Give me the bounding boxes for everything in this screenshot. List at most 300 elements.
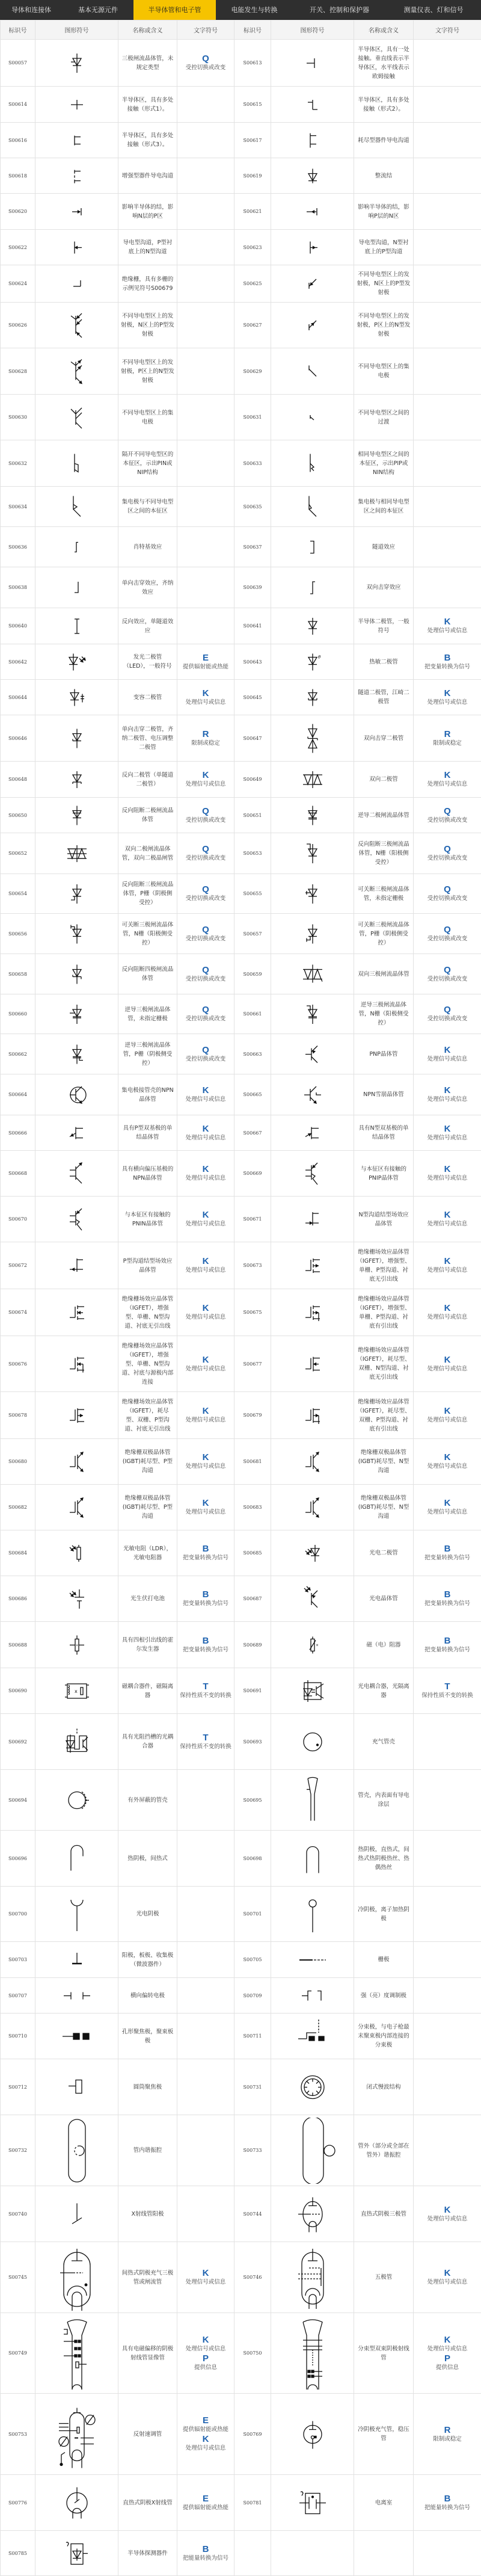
symbol-id: S00660	[1, 994, 35, 1034]
symbol-graphic	[271, 1336, 354, 1392]
symbol-graphic	[35, 265, 118, 303]
symbol-graphic	[35, 1289, 118, 1336]
code-description: 受控切换或改变	[180, 1015, 231, 1023]
symbol-id: S00652	[1, 833, 35, 874]
symbol-graphic	[35, 1392, 118, 1439]
letter-code-cell	[177, 1289, 234, 1336]
code-letter: E	[180, 2494, 231, 2504]
table-row	[1, 954, 481, 994]
depletion-channel-icon	[274, 125, 352, 156]
code-letter: K	[180, 688, 231, 698]
table-row	[1, 1115, 481, 1151]
tab-0[interactable]: 导体和连接体	[0, 0, 63, 20]
symbol-name: 整流结	[354, 158, 414, 194]
code-description: 处理信号或信息	[180, 1220, 231, 1228]
symbol-name: 光敏电阻（LDR），光敏电阻器	[118, 1530, 177, 1576]
code-description: 受控切换或改变	[416, 895, 479, 903]
table-row	[1, 194, 481, 230]
symbol-name: 光生伏打电池	[118, 1576, 177, 1622]
code-description: 处理信号或信息	[180, 1313, 231, 1322]
rb-diode-thyristor-icon	[38, 800, 116, 831]
code-letter: K	[416, 1355, 479, 1365]
phototransistor-icon	[274, 1579, 352, 1619]
code-letter: K	[180, 1498, 231, 1508]
symbol-graphic	[271, 40, 354, 87]
symbol-name: 反向阻断三极闸流晶体管，N栅（阳极侧受控）	[354, 833, 414, 874]
symbol-id: S00753	[1, 2394, 35, 2475]
table-row	[1, 680, 481, 715]
symbol-id: S00667	[234, 1115, 271, 1151]
symbol-id: S00685	[234, 1530, 271, 1576]
table-row	[1, 230, 481, 265]
letter-code-cell	[177, 1714, 234, 1770]
code-letter: T	[180, 1733, 231, 1743]
code-description: 处理信号或信息	[180, 2444, 231, 2453]
svg-text:θ: θ	[318, 655, 321, 659]
symbol-name: 集电极与相同导电型区之间的本征区	[354, 487, 414, 527]
symbol-graphic	[271, 567, 354, 608]
header-name: 名称或含义	[354, 20, 414, 40]
symbol-graphic	[35, 303, 118, 348]
symbol-id: S00703	[1, 1942, 35, 1978]
symbol-graphic	[35, 798, 118, 833]
symbol-id: S00642	[1, 644, 35, 680]
table-header	[1, 20, 481, 40]
table-row	[1, 527, 481, 567]
code-description: 保持性质不变的转换	[180, 1743, 231, 1751]
emitter-p-on-n-icon	[274, 268, 352, 300]
symbol-graphic	[271, 2115, 354, 2186]
enhancement-channel-icon	[38, 161, 116, 191]
letter-code-cell	[414, 1942, 481, 1978]
insulated-gate-icon	[38, 268, 116, 300]
letter-code-cell	[414, 303, 481, 348]
symbol-id: S00696	[1, 1831, 35, 1887]
symbol-id: S00648	[1, 762, 35, 798]
letter-code-cell	[177, 762, 234, 798]
symbol-name: 分束型双束阴极射线管	[354, 2313, 414, 2394]
symbol-id: S00627	[234, 303, 271, 348]
symbol-id: S00666	[1, 1115, 35, 1151]
aperture-icon	[38, 2016, 116, 2057]
symbol-id: S00750	[234, 2313, 271, 2394]
header-id: 标识号	[1, 20, 35, 40]
symbol-graphic	[271, 2475, 354, 2531]
letter-code-cell	[177, 158, 234, 194]
symbol-name: X射线管阳极	[118, 2186, 177, 2242]
symbol-graphic	[35, 1831, 118, 1887]
symbol-graphic	[271, 914, 354, 954]
symbol-name: 不同导电型区上的发射极，P区上的N型发射极	[118, 348, 177, 395]
letter-code-cell	[177, 2059, 234, 2115]
symbol-id: S00675	[234, 1289, 271, 1336]
symbol-id: S00623	[234, 230, 271, 265]
symbol-name: 绝缘栅场效应晶体管（IGFET），增强型、单栅、N型沟道、衬底无引出线	[118, 1289, 177, 1336]
letter-code-cell	[414, 954, 481, 994]
code-description: 把变量转换为信号	[180, 1646, 231, 1654]
code-description: 保持性质不变的转换	[180, 1692, 231, 1700]
letter-code-cell	[414, 2394, 481, 2475]
symbol-id: S00712	[1, 2059, 35, 2115]
symbol-id: S00689	[234, 1622, 271, 1668]
symbol-graphic	[271, 230, 354, 265]
symbol-id: S00681	[234, 1439, 271, 1485]
code-description: 受控切换或改变	[180, 816, 231, 825]
code-description: 提供信息	[180, 2364, 231, 2372]
code-description: 处理信号或信息	[416, 1220, 479, 1228]
table-row	[1, 1034, 481, 1074]
code-letter: K	[180, 2434, 231, 2444]
rc-thyristor-icon	[38, 997, 116, 1032]
symbol-id: S00644	[1, 680, 35, 715]
table-row	[1, 265, 481, 303]
intrinsic1-icon	[38, 443, 116, 484]
symbol-name: 不同导电型区上的发射极，N区上的P型发射极	[118, 303, 177, 348]
symbol-graphic	[35, 2313, 118, 2394]
symbol-graphic	[35, 1887, 118, 1942]
rc-diode-thyristor-icon	[274, 800, 352, 831]
symbol-graphic	[35, 994, 118, 1034]
symbol-graphic	[271, 798, 354, 833]
symbol-graphic	[35, 680, 118, 715]
table-row	[1, 2394, 481, 2475]
code-letter: B	[180, 1589, 231, 1600]
igfet-enh-n-src-icon	[38, 1339, 116, 1390]
igfet-dep-p-icon	[38, 1394, 116, 1437]
table-row	[1, 1622, 481, 1668]
channel-p-on-n-icon	[274, 232, 352, 263]
cold-cathode-icon	[274, 1889, 352, 1940]
symbol-graphic	[35, 2242, 118, 2313]
code-letter: K	[180, 1452, 231, 1462]
table-row	[1, 874, 481, 914]
letter-code-cell	[414, 1034, 481, 1074]
letter-code-cell	[177, 2313, 234, 2394]
empty-cell	[234, 2531, 271, 2576]
symbol-graphic	[35, 395, 118, 440]
symbol-graphic	[35, 487, 118, 527]
symbol-name: 增强型器件导电沟道	[118, 158, 177, 194]
voltage-regulator-tube-icon	[274, 2396, 352, 2473]
symbol-name: 热阴极，间热式	[118, 1831, 177, 1887]
symbol-id: S00711	[234, 2014, 271, 2059]
letter-code-cell	[414, 2475, 481, 2531]
code-description: 处理信号或信息	[180, 1174, 231, 1183]
letter-code-cell	[414, 1151, 481, 1197]
symbol-graphic	[35, 1770, 118, 1831]
triode-direct-icon	[274, 2189, 352, 2240]
letter-code-cell	[414, 2059, 481, 2115]
code-letter: K	[180, 2335, 231, 2345]
symbol-id: S00684	[1, 1530, 35, 1576]
code-description: 处理信号或信息	[416, 1174, 479, 1183]
symbol-graphic	[35, 608, 118, 644]
igfet-dep-n-icon	[274, 1339, 352, 1390]
table-row	[1, 762, 481, 798]
symbol-name: 管外（部分或全部在管外）谐振腔	[354, 2115, 414, 2186]
letter-code-cell	[177, 1622, 234, 1668]
symbol-name: 隧道效应	[354, 527, 414, 567]
symbol-id: S00732	[1, 2115, 35, 2186]
symbol-graphic	[35, 833, 118, 874]
code-description: 处理信号或信息	[180, 1416, 231, 1425]
letter-code-cell	[177, 1978, 234, 2014]
indirect-cathode-icon	[38, 1833, 116, 1884]
table-row	[1, 123, 481, 158]
symbol-name: 肖特基效应	[118, 527, 177, 567]
symbol-id: S00629	[234, 348, 271, 395]
symbol-graphic	[271, 2242, 354, 2313]
code-letter: K	[416, 2268, 479, 2278]
symbol-graphic	[35, 527, 118, 567]
symbol-graphic	[271, 1668, 354, 1714]
letter-code-cell	[177, 1336, 234, 1392]
letter-code-cell	[177, 1392, 234, 1439]
semi-multi2-icon	[274, 89, 352, 120]
symbol-graphic	[271, 1831, 354, 1887]
symbol-graphic	[271, 2313, 354, 2394]
igfet-enh-n-icon	[38, 1292, 116, 1334]
code-letter: K	[416, 2205, 479, 2215]
letter-code-cell	[177, 1034, 234, 1074]
symbol-name: 不同导电型区上的集电极	[354, 348, 414, 395]
symbol-graphic	[271, 2014, 354, 2059]
symbol-id: S00659	[234, 954, 271, 994]
symbol-id: S00745	[1, 2242, 35, 2313]
symbol-graphic	[271, 1978, 354, 2014]
table-row	[1, 1770, 481, 1831]
symbol-graphic	[271, 1392, 354, 1439]
code-letter: K	[180, 1210, 231, 1220]
photocathode-icon	[38, 1889, 116, 1940]
header-symbol: 图形符号	[35, 20, 118, 40]
symbol-name: NPN雪崩晶体管	[354, 1074, 414, 1115]
symbol-name: 具有光阻挡槽的光耦合器	[118, 1714, 177, 1770]
symbol-name: 与本征区有接触的PNIP晶体管	[354, 1151, 414, 1197]
symbol-id: S00647	[234, 715, 271, 762]
code-description: 把变量转换为信号	[180, 1600, 231, 1608]
symbol-name: 不同导电型区上的发射极，P区上的N型发射极	[354, 303, 414, 348]
code-description: 限制或稳定	[416, 739, 479, 748]
symbol-name: 相同导电型区之间的本征区，示出PIP或NIN结构	[354, 440, 414, 487]
symbol-id: S00705	[234, 1942, 271, 1978]
channel-n-on-p-icon	[38, 232, 116, 263]
symbol-name: 热阴极，直热式，间热式热阴极热丝、热偶热丝	[354, 1831, 414, 1887]
code-description: 把变量转换为信号	[180, 1554, 231, 1562]
symbol-name: 圆筒聚焦极	[118, 2059, 177, 2115]
code-description: 受控切换或改变	[180, 64, 231, 72]
rc-thyristor-n-icon	[274, 997, 352, 1032]
symbol-name: 具有横向偏压基极的NPN晶体管	[118, 1151, 177, 1197]
code-description: 受控切换或改变	[180, 975, 231, 984]
symbol-name: 有外屏蔽的管壳	[118, 1770, 177, 1831]
letter-code-cell	[177, 608, 234, 644]
code-description: 处理信号或信息	[416, 627, 479, 635]
letter-code-cell	[177, 2186, 234, 2242]
npn-bias-icon	[38, 1153, 116, 1194]
code-letter: Q	[416, 844, 479, 854]
symbol-name: 直热式阴极三极管	[354, 2186, 414, 2242]
symbol-name: 单向击穿效应，齐纳效应	[118, 567, 177, 608]
code-letter: K	[416, 1045, 479, 1055]
symbol-graphic	[35, 954, 118, 994]
code-letter: K	[180, 1164, 231, 1174]
letter-code-cell	[414, 2186, 481, 2242]
symbol-id: S00622	[1, 230, 35, 265]
symbol-name: 半导体区，具有多处接触（形式2）。	[354, 87, 414, 123]
symbol-name: 集电极接管壳的NPN晶体管	[118, 1074, 177, 1115]
xray-tube-icon	[38, 2477, 116, 2528]
code-description: 处理信号或信息	[180, 2345, 231, 2353]
code-description: 把变量转换为信号	[416, 1554, 479, 1562]
symbol-name: 逆导三极闸流晶体管，P栅（阴极侧受控）	[118, 1034, 177, 1074]
symbol-id: S00621	[234, 194, 271, 230]
thermal-diode-icon	[274, 647, 352, 677]
symbol-name: 可关断三极闸流晶体管，未指定栅极	[354, 874, 414, 914]
symbol-id: S00744	[234, 2186, 271, 2242]
igbt-n2-icon	[274, 1487, 352, 1528]
code-letter: K	[180, 1124, 231, 1134]
tab-5[interactable]: 测量仪表、灯和信号	[386, 0, 481, 20]
code-letter: K	[416, 688, 479, 698]
letter-code-cell	[177, 1770, 234, 1831]
tab-3[interactable]: 电能发生与转换	[216, 0, 293, 20]
svg-text:x: x	[75, 1689, 78, 1694]
intensity-icon	[274, 1980, 352, 2011]
code-description: 受控切换或改变	[416, 854, 479, 863]
symbol-id: S00710	[1, 2014, 35, 2059]
magnetic-coupler-icon	[38, 1671, 116, 1712]
symbol-name: 反向阻断三极闸流晶体管，P栅（阴极侧受控）	[118, 874, 177, 914]
table-row	[1, 608, 481, 644]
table-row	[1, 1714, 481, 1770]
category-tabs	[0, 0, 481, 20]
symbol-id: S00769	[234, 2394, 271, 2475]
letter-code-cell	[414, 1887, 481, 1942]
hall-icon	[38, 1624, 116, 1666]
symbol-name: 发光二极管（LED），一般符号	[118, 644, 177, 680]
letter-code-cell	[414, 1242, 481, 1289]
symbol-graphic	[35, 762, 118, 798]
backward-icon	[38, 611, 116, 642]
symbol-id: S00663	[234, 1034, 271, 1074]
symbol-name: 影响半导体的结，影响N层的P区	[118, 194, 177, 230]
symbol-id: S00632	[1, 440, 35, 487]
symbol-id: S00646	[1, 715, 35, 762]
gto-n-icon	[38, 916, 116, 952]
letter-code-cell	[177, 2394, 234, 2475]
semi-multi3-icon	[38, 125, 116, 156]
code-description: 处理信号或信息	[180, 1365, 231, 1373]
table-row	[1, 833, 481, 874]
code-description: 处理信号或信息	[180, 1508, 231, 1517]
symbol-graphic	[35, 87, 118, 123]
code-description: 把能量转换为信号	[180, 2554, 231, 2563]
table-row	[1, 158, 481, 194]
table-row	[1, 2531, 481, 2576]
symbol-id: S00733	[234, 2115, 271, 2186]
symbol-graphic	[35, 348, 118, 395]
slot-optocoupler-icon	[38, 1716, 116, 1767]
symbol-name: 充气管壳	[354, 1714, 414, 1770]
symbol-graphic	[271, 608, 354, 644]
code-description: 提供信息	[416, 2364, 479, 2372]
letter-code-cell	[177, 1439, 234, 1485]
semi-multi1-icon	[38, 89, 116, 120]
symbol-graphic	[271, 87, 354, 123]
symbol-graphic	[271, 123, 354, 158]
symbol-graphic	[271, 158, 354, 194]
symbol-name: 分束极，与电子枪最末聚束极内部连接的分束极	[354, 2014, 414, 2059]
symbol-graphic	[271, 348, 354, 395]
table-row	[1, 914, 481, 954]
code-letter: P	[180, 2353, 231, 2364]
symbol-id: S00651	[234, 798, 271, 833]
symbol-graphic	[271, 954, 354, 994]
symbol-name: 强（亮）度调制极	[354, 1978, 414, 2014]
code-letter: B	[416, 2494, 479, 2504]
symbol-graphic	[35, 1622, 118, 1668]
symbol-name: 导电型沟道，P型衬底上的N型沟道	[118, 230, 177, 265]
code-letter: K	[416, 1452, 479, 1462]
symbol-graphic	[271, 1942, 354, 1978]
symbol-name: 双向三极闸流晶体管	[354, 954, 414, 994]
symbol-graphic	[271, 1714, 354, 1770]
symbol-name: N型沟道结型场效应晶体管	[354, 1197, 414, 1242]
letter-code-cell	[414, 1439, 481, 1485]
symbol-graphic	[35, 1074, 118, 1115]
transition-icon	[274, 397, 352, 438]
letter-code-cell	[414, 194, 481, 230]
bidir-breakdown-icon	[274, 570, 352, 606]
letter-code-cell	[177, 1887, 234, 1942]
symbol-name: 逆导二极闸流晶体管	[354, 798, 414, 833]
symbol-graphic	[271, 1770, 354, 1831]
letter-code-cell	[177, 1530, 234, 1576]
letter-code-cell	[177, 2242, 234, 2313]
igfet-dep-p-sub-icon	[274, 1394, 352, 1437]
intrinsic4-icon	[274, 489, 352, 525]
code-letter: K	[180, 1303, 231, 1313]
tab-4[interactable]: 开关、控制和保护器	[293, 0, 386, 20]
table-row	[1, 1151, 481, 1197]
symbol-id: S00690	[1, 1668, 35, 1714]
triac-icon	[274, 957, 352, 992]
symbol-name: 双向二极管	[354, 762, 414, 798]
symbol-name: 双向击穿效应	[354, 567, 414, 608]
letter-code-cell	[177, 833, 234, 874]
table-row	[1, 487, 481, 527]
symbol-id: S00749	[1, 2313, 35, 2394]
code-letter: T	[416, 1681, 479, 1692]
code-letter: B	[416, 1636, 479, 1646]
pnin-icon	[38, 1199, 116, 1240]
symbol-name: 绝缘栅，具有多栅的示例见符号S00679	[118, 265, 177, 303]
symbol-name: 影响半导体的结，影响P层的N区	[354, 194, 414, 230]
symbol-id: S00674	[1, 1289, 35, 1336]
tetrode-thyristor-icon	[38, 957, 116, 992]
tab-2[interactable]: 半导体管和电子管	[133, 0, 216, 20]
symbol-id: S00624	[1, 265, 35, 303]
symbol-id: S00672	[1, 1242, 35, 1289]
tab-1[interactable]: 基本无源元件	[63, 0, 133, 20]
symbol-graphic	[271, 265, 354, 303]
code-letter: K	[416, 1498, 479, 1508]
gas-envelope-icon	[274, 1716, 352, 1767]
code-letter: B	[416, 1544, 479, 1554]
symbol-graphic	[271, 1074, 354, 1115]
table-row	[1, 1439, 481, 1485]
